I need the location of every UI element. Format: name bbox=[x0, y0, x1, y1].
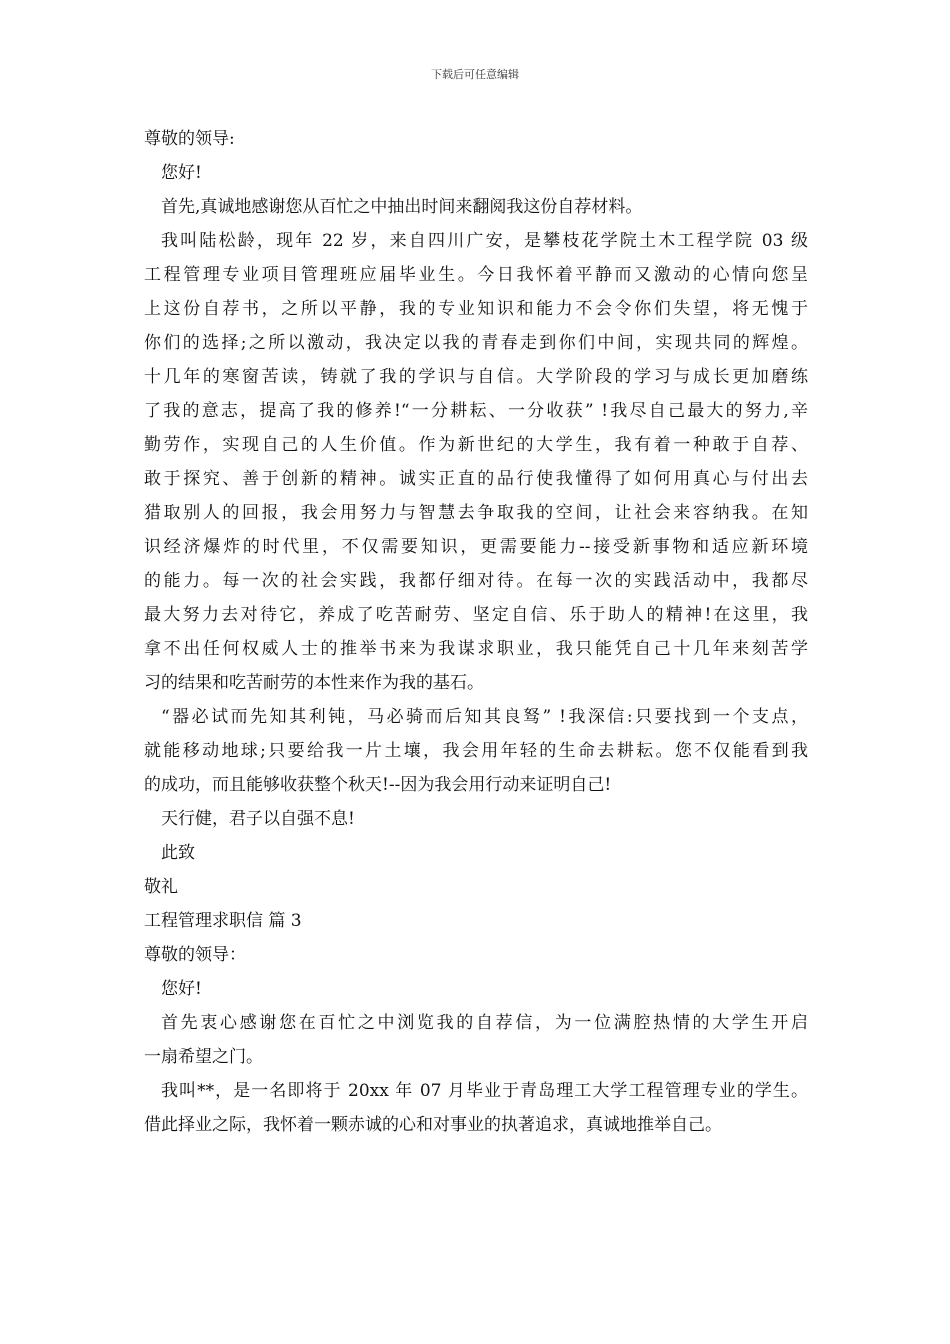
text-line: 借此择业之际，我怀着一颗赤诚的心和对事业的执著追求，真诚地推举自己。 bbox=[144, 1115, 722, 1135]
text-line: 敢于探究、善于创新的精神。诚实正直的品行使我懂得了如何用真心与付出去 bbox=[144, 469, 808, 489]
text-line: 工程管理求职信 篇 3 bbox=[144, 911, 302, 931]
text-line: 勤劳作，实现自己的人生价值。作为新世纪的大学生，我有着一种敢于自荐、 bbox=[144, 435, 808, 455]
text-line: 我叫**，是一名即将于 20xx 年 07 月毕业于青岛理工大学工程管理专业的学生。 bbox=[161, 1081, 808, 1101]
text-line: 猎取别人的回报，我会用努力与智慧去争取我的空间，让社会来容纳我。在知 bbox=[144, 503, 808, 523]
page-header-note: 下载后可任意编辑 bbox=[431, 68, 519, 81]
letter-body bbox=[144, 122, 808, 1142]
text-line: 就能移动地球;只要给我一片土壤，我会用年轻的生命去耕耘。您不仅能看到我 bbox=[144, 741, 808, 761]
text-line: 十几年的寒窗苦读，铸就了我的学识与自信。大学阶段的学习与成长更加磨练 bbox=[144, 367, 808, 387]
text-line: 您好! bbox=[161, 163, 202, 183]
text-line: 了我的意志，提高了我的修养!“一分耕耘、一分收获” !我尽自己最大的努力,辛 bbox=[144, 401, 808, 421]
text-line: 最大努力去对待它，养成了吃苦耐劳、坚定自信、乐于助人的精神!在这里，我 bbox=[144, 605, 808, 625]
text-line: 尊敬的领导： bbox=[144, 945, 246, 965]
text-line: 上这份自荐书，之所以平静，我的专业知识和能力不会令你们失望，将无愧于 bbox=[144, 299, 808, 319]
text-line: 此致 bbox=[161, 843, 195, 863]
text-line: 的能力。每一次的社会实践，我都仔细对待。在每一次的实践活动中，我都尽 bbox=[144, 571, 808, 591]
text-line: 你们的选择;之所以激动，我决定以我的青春走到你们中间，实现共同的辉煌。 bbox=[144, 333, 808, 353]
text-line: 的成功，而且能够收获整个秋天!--因为我会用行动来证明自己! bbox=[144, 775, 612, 795]
text-line: “器必试而先知其利钝，马必骑而后知其良驽” !我深信:只要找到一个支点， bbox=[161, 707, 808, 727]
text-line: 首先衷心感谢您在百忙之中浏览我的自荐信，为一位满腔热情的大学生开启 bbox=[161, 1013, 808, 1033]
text-line: 我叫陆松龄，现年 22 岁，来自四川广安，是攀枝花学院土木工程学院 03 级 bbox=[161, 231, 808, 251]
text-line: 天行健，君子以自强不息! bbox=[161, 809, 355, 829]
text-line: 习的结果和吃苦耐劳的本性来作为我的基石。 bbox=[144, 673, 484, 693]
text-line: 您好! bbox=[161, 979, 202, 999]
text-line: 首先,真诚地感谢您从百忙之中抽出时间来翻阅我这份自荐材料。 bbox=[161, 197, 643, 217]
text-line: 敬礼 bbox=[144, 877, 178, 897]
text-line: 拿不出任何权威人士的推举书来为我谋求职业，我只能凭自己十几年来刻苦学 bbox=[144, 639, 808, 659]
text-line: 工程管理专业项目管理班应届毕业生。今日我怀着平静而又激动的心情向您呈 bbox=[144, 265, 808, 285]
text-line: 尊敬的领导: bbox=[144, 129, 235, 149]
text-line: 识经济爆炸的时代里，不仅需要知识，更需要能力--接受新事物和适应新环境 bbox=[144, 537, 808, 557]
text-line: 一扇希望之门。 bbox=[144, 1047, 263, 1067]
